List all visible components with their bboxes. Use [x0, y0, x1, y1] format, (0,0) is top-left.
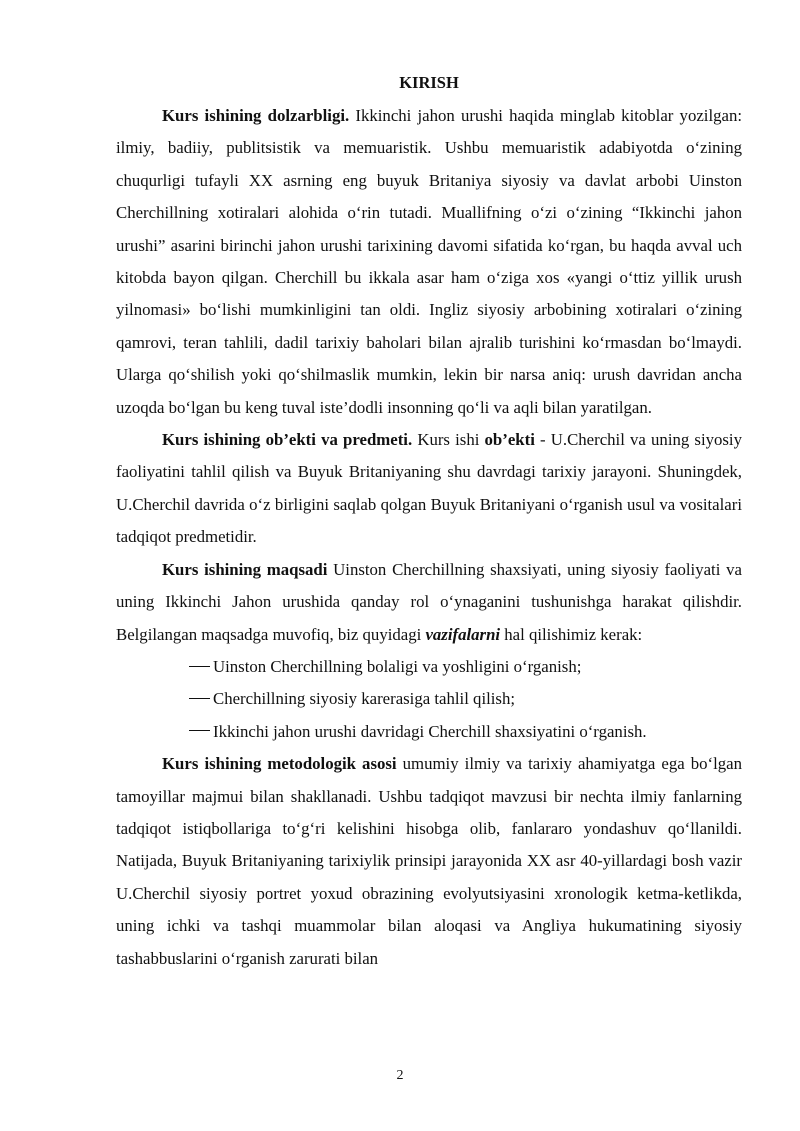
dash-bullet	[189, 666, 210, 667]
page-number: 2	[396, 1068, 404, 1083]
relevance-text: Ikkinchi jahon urushi haqida minglab kitoblar yozilgan: ilmiy, badiiy, publitsistik va memuaristik. Ushbu memuaristik adabiyotda o‘zining chuqurligi tufayli XX asrning eng buyuk Britaniya siyosiy va davlat arbobi Uinston Cherchillning xotiralari alohida o‘rin tutadi. Muallifning o‘zi o‘zining “Ikkinchi jahon urushi” asarini birinchi jahon urushi tarixining davomi sifatida ko‘rgan, bu haqda avval uch kitobda bayon qilgan. Cherchill bu ikkala asar ham o‘ziga xos «yangi o‘ttiz yillik urush yilnomasi» bo‘lishi mumkinligini tan oldi. Ingliz siyosiy arbobining xotiralari o‘zining qamrovi, teran tahlili, dadil tarixiy baholari bilan ajralib turishini ko‘rmasdan bo‘lmaydi. Ularga qo‘shilish yoki qo‘shilmaslik mumkin, lekin bir narsa aniq: urush davridan ancha uzoqda bo‘lgan bu keng tuval iste’dodli insonning qo‘li va aqli bilan yaratilgan.	[116, 106, 742, 417]
methodology-paragraph	[116, 748, 742, 975]
object-text-2: - U.Cherchil va uning siyosiy faoliyatini tahlil qilish va Buyuk Britaniyaning shu davrdagi tarixiy jarayoni. Shuningdek, U.Cherchil davrida o‘z birligini saqlab qolgan Buyuk Britaniyani o‘rganish usul va vositalari tadqiqot predmetidir.	[116, 430, 742, 547]
list-item	[116, 683, 742, 715]
goal-text-2: hal qilishimiz kerak:	[500, 624, 643, 644]
methodology-text: umumiy ilmiy va tarixiy ahamiyatga ega bo‘lgan tamoyillar majmui bilan shakllanadi. Ushbu tadqiqot mavzusi bir nechta ilmiy fanlarning tadqiqot istiqbollariga to‘g‘ri kelishini hisobga olib, fanlararo yondashuv qo‘llanildi. Natijada, Buyuk Britaniyaning tarixiylik prinsipi jarayonida XX asr 40-yillardagi bosh vazir U.Cherchil siyosiy portret yoxud obrazining evolyutsiyasini xronologik ketma-ketlikda, uning ichki va tashqi muammolar bilan aloqasi va Angliya hukumatining siyosiy tashabbuslarini o‘rganish zarurati bilan	[116, 754, 742, 968]
task-text: Ikkinchi jahon urushi davridagi Cherchill shaxsiyatini o‘rganish.	[213, 721, 647, 741]
object-paragraph	[116, 424, 742, 554]
goal-paragraph	[116, 554, 742, 651]
tasks-list	[116, 651, 742, 748]
dash-bullet	[189, 698, 210, 699]
page-title: KIRISH	[399, 73, 459, 92]
list-item	[116, 651, 742, 683]
methodology-heading: Kurs ishining metodologik asosi	[162, 754, 397, 774]
object-heading: Kurs ishining ob’ekti va predmeti.	[162, 430, 413, 450]
relevance-paragraph	[116, 100, 742, 424]
goal-text-1: Uinston Cherchillning shaxsiyati, uning siyosiy faoliyati va uning Ikkinchi Jahon urushida qanday rol o‘ynaganini tushunishga harakat qilishdir. Belgilangan maqsadga muvofiq, biz quyidagi	[116, 559, 742, 644]
list-item	[116, 716, 742, 748]
task-text: Uinston Cherchillning bolaligi va yoshligini o‘rganish;	[213, 656, 582, 676]
goal-emphasis: vazifalarni	[425, 624, 501, 644]
object-bold-word: ob’ekti	[484, 430, 535, 450]
dash-bullet	[189, 730, 210, 731]
relevance-heading: Kurs ishining dolzarbligi.	[162, 106, 350, 125]
page-content	[116, 72, 742, 975]
object-text-1: Kurs ishi	[412, 430, 485, 450]
task-text: Cherchillning siyosiy karerasiga tahlil qilish;	[213, 689, 516, 709]
goal-heading: Kurs ishining maqsadi	[162, 559, 328, 579]
